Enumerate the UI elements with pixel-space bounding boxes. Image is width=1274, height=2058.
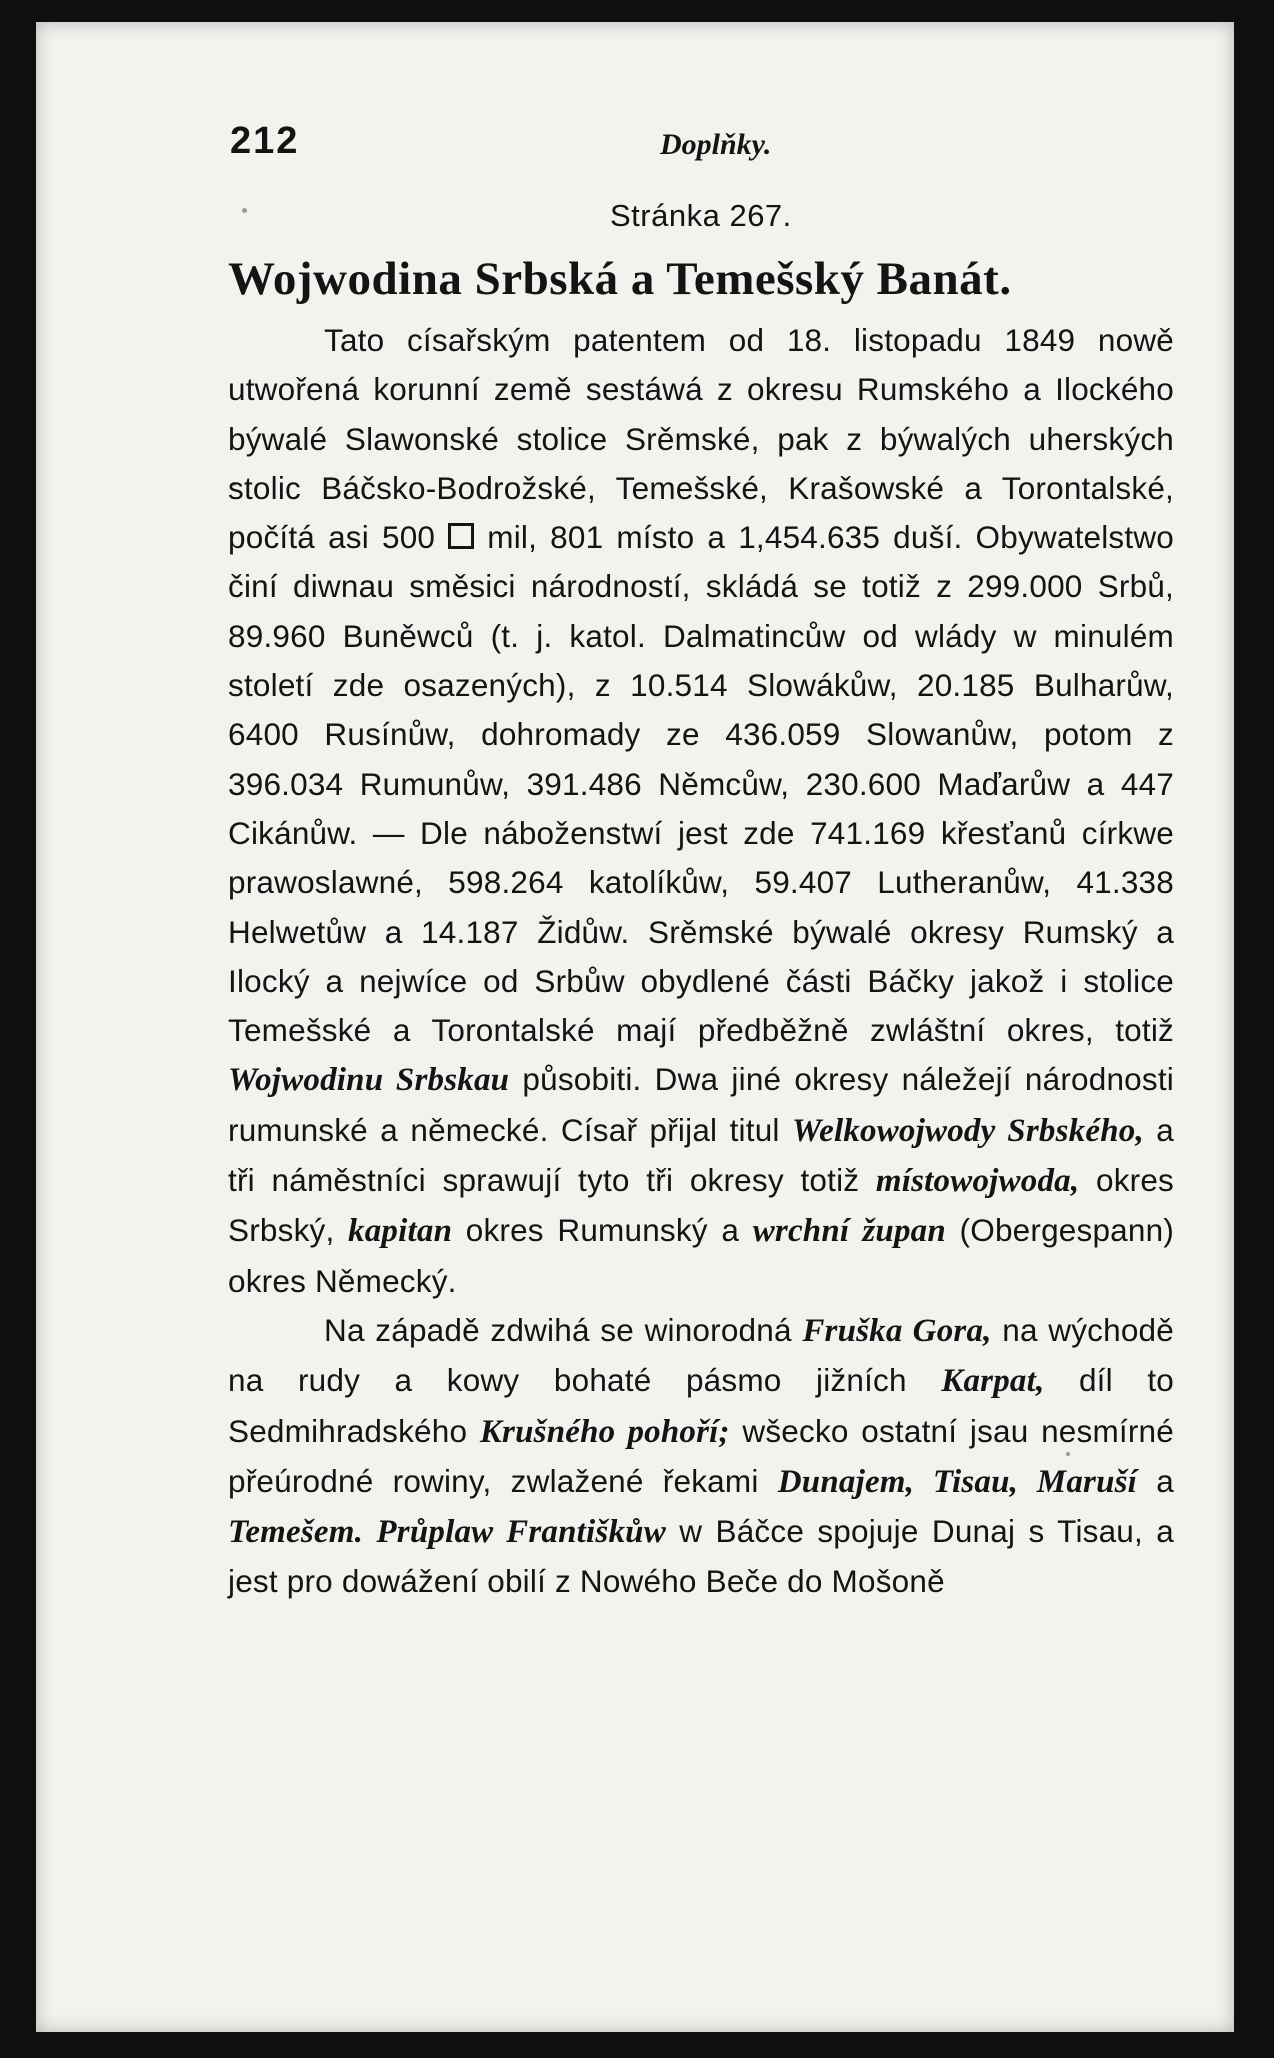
text-run: okres Rumunský a: [465, 1212, 740, 1249]
text-run: Na západě zdwihá se winorodná: [324, 1311, 792, 1348]
square-symbol: [448, 523, 474, 549]
text-run: a tři náměstníci sprawují tyto tři okresy totiž: [228, 1111, 1175, 1199]
italic-term: Průplaw Františkůw: [376, 1514, 666, 1551]
italic-term: Krušného pohoří;: [479, 1413, 730, 1450]
italic-term: Karpat,: [941, 1363, 1045, 1400]
paragraph: [228, 1306, 1174, 1607]
text-run: w Báčce spojuje Dunaj s Tisau, a jest pro dowážení obilí z Nowého Beče do Mošoně: [228, 1513, 1175, 1600]
page-number: 212: [230, 120, 300, 162]
text-run: mil, 801 místo a 1,454.635 duší. Obywatelstwo činí diwnau směsici národností, skládá se totiž z 299.000 Srbů, 89.960 Buněwců (t. j. katol. Dalmatincůw od wlády w minulém století zde osazených), z 10.514 Slowákůw, 20.185 Bulharůw, 6400 Rusínůw, dohromady ze 436.059 Slowanůw, potom z 396.034 Rumunůw, 391.486 Němcůw, 230.600 Maďarůw a 447 Cikánůw. — Dle náboženstwí jest zde 741.169 křesťanů církwe prawoslawné, 598.264 katolíkůw, 59.407 Lutheranůw, 41.338 Helwetůw a 14.187 Židůw. Srěmské býwalé okresy Rumský a Ilocký a nejwíce od Srbůw obydlené části Báčky jakož i stolice Temešské a Torontalské mají předběžně zwláštní okres, totiž: [228, 519, 1175, 1049]
italic-term: wrchní župan: [752, 1213, 946, 1250]
italic-term: Temešem.: [228, 1514, 364, 1551]
text-run: díl to Sedmihradského: [228, 1362, 1175, 1449]
italic-term: Welkowojwody Srbského,: [792, 1112, 1144, 1149]
italic-term: Wojwodinu Srbskau: [228, 1062, 510, 1099]
text-run: Tato císařským patentem od 18. listopadu 1849 nowě utwořená korunní země sestáwá z okresu Rumského a Ilockého býwalé Slawonské stolice Srěmské, pak z býwalých uherských stolic Báčsko-Bodrožské, Temešské, Krašowské a Torontalské, počítá asi 500: [228, 322, 1174, 556]
text-run: (Obergespann) okres Německý.: [228, 1212, 1175, 1299]
page-header: [230, 120, 1170, 180]
italic-term: Dunajem, Tisau, Maruší: [777, 1463, 1138, 1500]
paragraph: [228, 316, 1174, 1306]
text-run: okres Srbský,: [228, 1162, 1174, 1249]
section-title: Wojwodina Srbská a Temešský Banát.: [228, 253, 1012, 305]
text-run: wšecko ostatní jsau nesmírné přeúrodné rowiny, zwlažené řekami: [228, 1412, 1174, 1499]
text-run: a: [1156, 1462, 1174, 1499]
text-run: působiti. Dwa jiné okresy náležejí národnosti rumunské a německé. Císař přijal titul: [228, 1061, 1174, 1148]
text-run: na wýchodě na rudy a kowy bohaté pásmo jižních: [228, 1311, 1174, 1399]
page-reference: Stránka 267.: [610, 198, 792, 233]
italic-term: kapitan: [348, 1213, 453, 1250]
dust-speck: [242, 208, 247, 213]
running-head: Doplňky.: [660, 128, 772, 161]
italic-term: Fruška Gora,: [802, 1312, 992, 1349]
italic-term: místowojwoda,: [875, 1163, 1080, 1200]
body-text: [228, 316, 1174, 1607]
